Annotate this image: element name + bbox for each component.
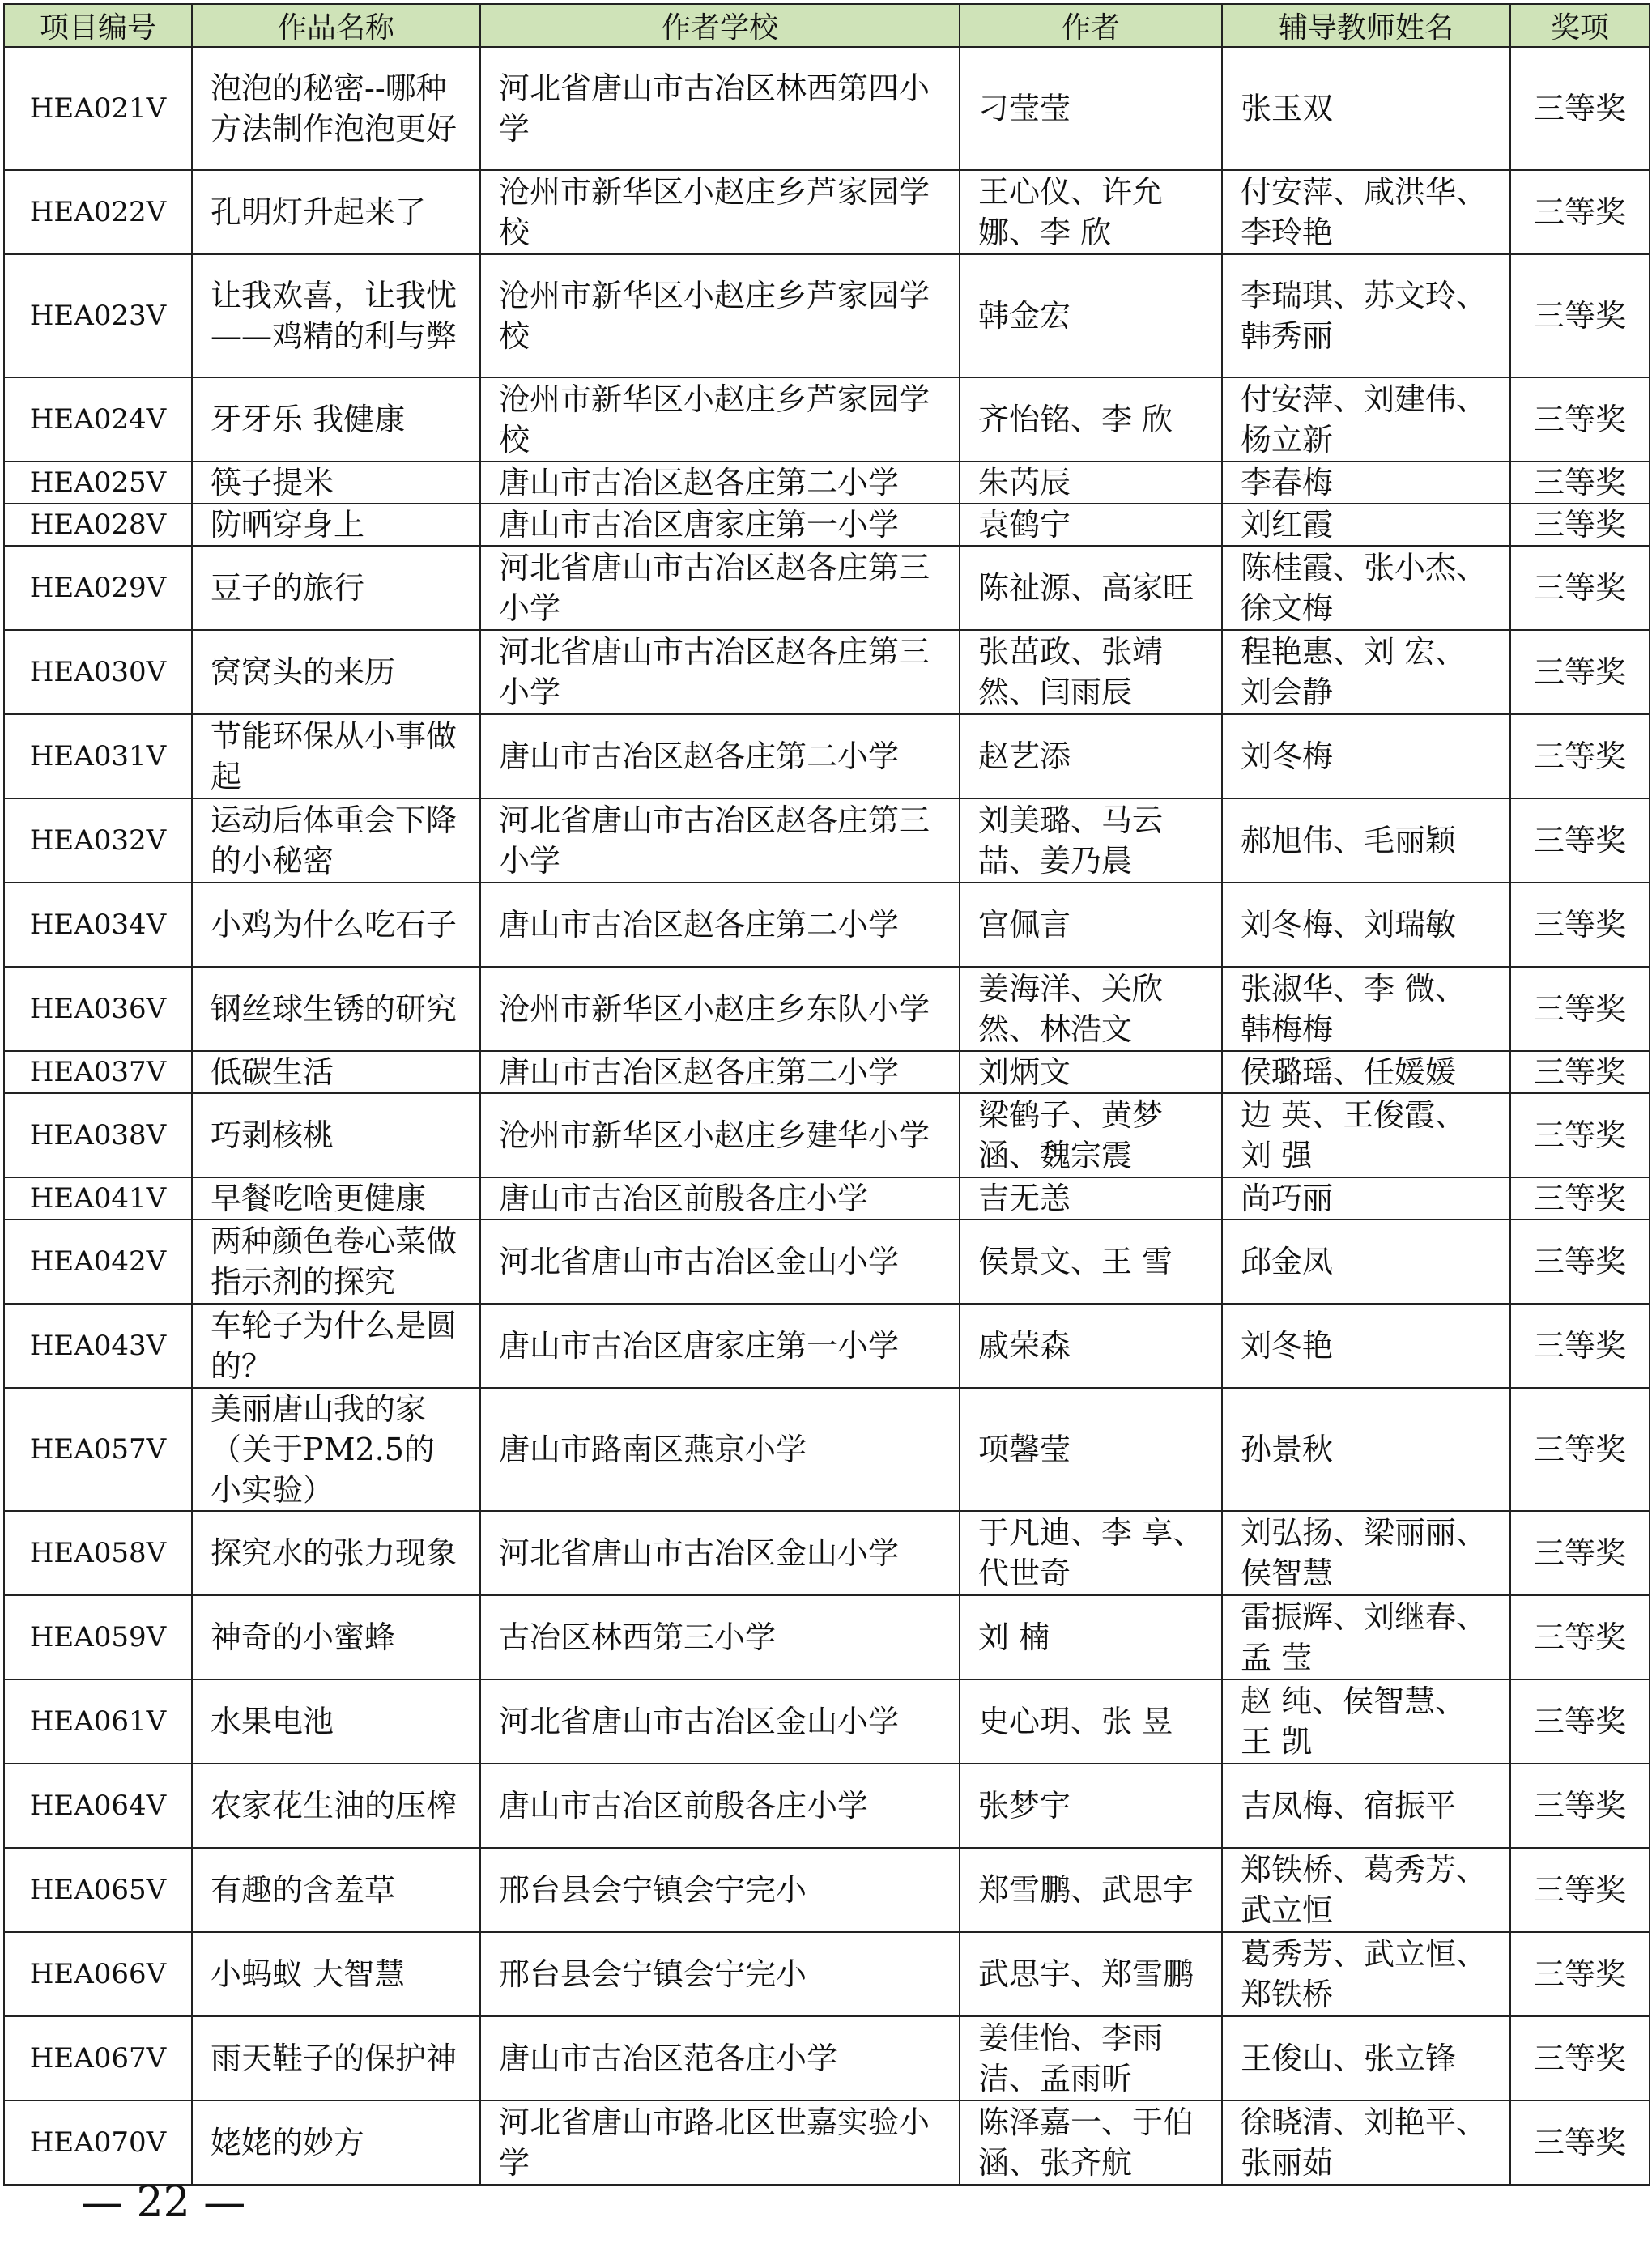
work-name-cell: 车轮子为什么是圆的？ (192, 1304, 480, 1388)
author-cell: 陈泽嘉一、于伯涵、张齐航 (960, 2100, 1222, 2185)
work-name-cell: 巧剥核桃 (192, 1093, 480, 1177)
author-cell: 戚荣森 (960, 1304, 1222, 1388)
award-cell: 三等奖 (1510, 1848, 1650, 1932)
table-row (4, 1051, 1650, 1093)
project-id-cell: HEA023V (4, 254, 192, 377)
table-row (4, 47, 1650, 170)
header-award: 奖项 (1510, 4, 1650, 47)
teacher-cell: 郑铁桥、葛秀芳、武立恒 (1222, 1848, 1510, 1932)
school-cell: 唐山市古冶区赵各庄第二小学 (480, 462, 960, 504)
table-row (4, 377, 1650, 462)
award-cell: 三等奖 (1510, 546, 1650, 630)
award-cell: 三等奖 (1510, 630, 1650, 714)
table-row (4, 546, 1650, 630)
teacher-cell: 刘弘扬、梁丽丽、侯智慧 (1222, 1511, 1510, 1595)
page-number: — 22 — (81, 2178, 246, 2227)
school-cell: 唐山市古冶区赵各庄第二小学 (480, 1051, 960, 1093)
author-cell: 张茁政、张靖然、闫雨辰 (960, 630, 1222, 714)
school-cell: 河北省唐山市古冶区赵各庄第三小学 (480, 798, 960, 883)
teacher-cell: 赵 纯、侯智慧、王 凯 (1222, 1679, 1510, 1764)
table-row (4, 967, 1650, 1051)
school-cell: 沧州市新华区小赵庄乡芦家园学校 (480, 254, 960, 377)
school-cell: 沧州市新华区小赵庄乡东队小学 (480, 967, 960, 1051)
award-cell: 三等奖 (1510, 1177, 1650, 1219)
teacher-cell: 徐晓清、刘艳平、张丽茹 (1222, 2100, 1510, 2185)
school-cell: 河北省唐山市路北区世嘉实验小学 (480, 2100, 960, 2185)
work-name-cell: 防晒穿身上 (192, 504, 480, 546)
school-cell: 唐山市古冶区前殷各庄小学 (480, 1177, 960, 1219)
school-cell: 河北省唐山市古冶区林西第四小学 (480, 47, 960, 170)
award-cell: 三等奖 (1510, 1595, 1650, 1679)
project-id-cell: HEA036V (4, 967, 192, 1051)
author-cell: 姜佳怡、李雨洁、孟雨昕 (960, 2016, 1222, 2100)
award-cell: 三等奖 (1510, 1304, 1650, 1388)
work-name-cell: 钢丝球生锈的研究 (192, 967, 480, 1051)
work-name-cell: 牙牙乐 我健康 (192, 377, 480, 462)
award-cell: 三等奖 (1510, 1219, 1650, 1304)
header-school: 作者学校 (480, 4, 960, 47)
award-cell: 三等奖 (1510, 1764, 1650, 1848)
header-project-id: 项目编号 (4, 4, 192, 47)
author-cell: 梁鹤子、黄梦涵、魏宗震 (960, 1093, 1222, 1177)
project-id-cell: HEA021V (4, 47, 192, 170)
teacher-cell: 王俊山、张立锋 (1222, 2016, 1510, 2100)
project-id-cell: HEA067V (4, 2016, 192, 2100)
teacher-cell: 刘冬艳 (1222, 1304, 1510, 1388)
author-cell: 宫佩言 (960, 883, 1222, 967)
table-row (4, 1511, 1650, 1595)
project-id-cell: HEA031V (4, 714, 192, 798)
header-work-name: 作品名称 (192, 4, 480, 47)
project-id-cell: HEA032V (4, 798, 192, 883)
author-cell: 姜海洋、关欣然、林浩文 (960, 967, 1222, 1051)
table-row (4, 1093, 1650, 1177)
school-cell: 河北省唐山市古冶区赵各庄第三小学 (480, 630, 960, 714)
school-cell: 唐山市古冶区前殷各庄小学 (480, 1764, 960, 1848)
project-id-cell: HEA061V (4, 1679, 192, 1764)
work-name-cell: 筷子提米 (192, 462, 480, 504)
award-cell: 三等奖 (1510, 1932, 1650, 2016)
teacher-cell: 程艳惠、刘 宏、刘会静 (1222, 630, 1510, 714)
author-cell: 刘 楠 (960, 1595, 1222, 1679)
project-id-cell: HEA034V (4, 883, 192, 967)
school-cell: 邢台县会宁镇会宁完小 (480, 1932, 960, 2016)
school-cell: 河北省唐山市古冶区金山小学 (480, 1679, 960, 1764)
award-cell: 三等奖 (1510, 1511, 1650, 1595)
work-name-cell: 小蚂蚁 大智慧 (192, 1932, 480, 2016)
teacher-cell: 吉凤梅、宿振平 (1222, 1764, 1510, 1848)
header-author: 作者 (960, 4, 1222, 47)
award-cell: 三等奖 (1510, 377, 1650, 462)
work-name-cell: 两种颜色卷心菜做指示剂的探究 (192, 1219, 480, 1304)
school-cell: 古冶区林西第三小学 (480, 1595, 960, 1679)
school-cell: 沧州市新华区小赵庄乡芦家园学校 (480, 377, 960, 462)
work-name-cell: 窝窝头的来历 (192, 630, 480, 714)
project-id-cell: HEA066V (4, 1932, 192, 2016)
author-cell: 刘美璐、马云喆、姜乃晨 (960, 798, 1222, 883)
author-cell: 刘炳文 (960, 1051, 1222, 1093)
project-id-cell: HEA042V (4, 1219, 192, 1304)
header-teacher: 辅导教师姓名 (1222, 4, 1510, 47)
teacher-cell: 葛秀芳、武立恒、郑铁桥 (1222, 1932, 1510, 2016)
table-row (4, 714, 1650, 798)
project-id-cell: HEA058V (4, 1511, 192, 1595)
project-id-cell: HEA065V (4, 1848, 192, 1932)
school-cell: 唐山市古冶区范各庄小学 (480, 2016, 960, 2100)
project-id-cell: HEA041V (4, 1177, 192, 1219)
teacher-cell: 刘红霞 (1222, 504, 1510, 546)
teacher-cell: 郝旭伟、毛丽颖 (1222, 798, 1510, 883)
award-cell: 三等奖 (1510, 1093, 1650, 1177)
author-cell: 陈祉源、高家旺 (960, 546, 1222, 630)
work-name-cell: 水果电池 (192, 1679, 480, 1764)
school-cell: 唐山市古冶区赵各庄第二小学 (480, 714, 960, 798)
table-row (4, 1764, 1650, 1848)
project-id-cell: HEA030V (4, 630, 192, 714)
author-cell: 于凡迪、李 享、代世奇 (960, 1511, 1222, 1595)
project-id-cell: HEA025V (4, 462, 192, 504)
award-cell: 三等奖 (1510, 1679, 1650, 1764)
work-name-cell: 神奇的小蜜蜂 (192, 1595, 480, 1679)
project-id-cell: HEA028V (4, 504, 192, 546)
work-name-cell: 泡泡的秘密--哪种方法制作泡泡更好 (192, 47, 480, 170)
table-row (4, 1388, 1650, 1511)
table-row (4, 1848, 1650, 1932)
award-cell: 三等奖 (1510, 2016, 1650, 2100)
table-row (4, 1177, 1650, 1219)
school-cell: 唐山市古冶区唐家庄第一小学 (480, 1304, 960, 1388)
work-name-cell: 豆子的旅行 (192, 546, 480, 630)
table-row (4, 1932, 1650, 2016)
school-cell: 河北省唐山市古冶区金山小学 (480, 1511, 960, 1595)
work-name-cell: 雨天鞋子的保护神 (192, 2016, 480, 2100)
work-name-cell: 美丽唐山我的家（关于PM2.5的小实验） (192, 1388, 480, 1511)
school-cell: 河北省唐山市古冶区赵各庄第三小学 (480, 546, 960, 630)
work-name-cell: 让我欢喜，让我忧——鸡精的利与弊 (192, 254, 480, 377)
table-row (4, 1679, 1650, 1764)
author-cell: 史心玥、张 昱 (960, 1679, 1222, 1764)
work-name-cell: 节能环保从小事做起 (192, 714, 480, 798)
project-id-cell: HEA070V (4, 2100, 192, 2185)
award-cell: 三等奖 (1510, 1388, 1650, 1511)
award-cell: 三等奖 (1510, 254, 1650, 377)
project-id-cell: HEA043V (4, 1304, 192, 1388)
table-row (4, 1595, 1650, 1679)
school-cell: 唐山市古冶区赵各庄第二小学 (480, 883, 960, 967)
author-cell: 张梦宇 (960, 1764, 1222, 1848)
author-cell: 项馨莹 (960, 1388, 1222, 1511)
project-id-cell: HEA029V (4, 546, 192, 630)
author-cell: 吉无恙 (960, 1177, 1222, 1219)
project-id-cell: HEA037V (4, 1051, 192, 1093)
teacher-cell: 刘冬梅 (1222, 714, 1510, 798)
teacher-cell: 边 英、王俊霞、刘 强 (1222, 1093, 1510, 1177)
work-name-cell: 农家花生油的压榨 (192, 1764, 480, 1848)
author-cell: 侯景文、王 雪 (960, 1219, 1222, 1304)
author-cell: 袁鹤宁 (960, 504, 1222, 546)
award-cell: 三等奖 (1510, 170, 1650, 254)
award-cell: 三等奖 (1510, 2100, 1650, 2185)
teacher-cell: 张玉双 (1222, 47, 1510, 170)
award-cell: 三等奖 (1510, 47, 1650, 170)
awards-table (3, 3, 1650, 2186)
work-name-cell: 探究水的张力现象 (192, 1511, 480, 1595)
teacher-cell: 侯璐瑶、任媛媛 (1222, 1051, 1510, 1093)
author-cell: 赵艺添 (960, 714, 1222, 798)
school-cell: 沧州市新华区小赵庄乡芦家园学校 (480, 170, 960, 254)
school-cell: 唐山市古冶区唐家庄第一小学 (480, 504, 960, 546)
teacher-cell: 邱金凤 (1222, 1219, 1510, 1304)
work-name-cell: 早餐吃啥更健康 (192, 1177, 480, 1219)
teacher-cell: 孙景秋 (1222, 1388, 1510, 1511)
author-cell: 郑雪鹏、武思宇 (960, 1848, 1222, 1932)
header-row (4, 4, 1650, 47)
table-row (4, 1304, 1650, 1388)
work-name-cell: 姥姥的妙方 (192, 2100, 480, 2185)
teacher-cell: 张淑华、李 微、韩梅梅 (1222, 967, 1510, 1051)
work-name-cell: 低碳生活 (192, 1051, 480, 1093)
author-cell: 朱芮辰 (960, 462, 1222, 504)
teacher-cell: 付安萍、刘建伟、杨立新 (1222, 377, 1510, 462)
project-id-cell: HEA064V (4, 1764, 192, 1848)
work-name-cell: 孔明灯升起来了 (192, 170, 480, 254)
project-id-cell: HEA038V (4, 1093, 192, 1177)
table-row (4, 1219, 1650, 1304)
table-row (4, 504, 1650, 546)
school-cell: 邢台县会宁镇会宁完小 (480, 1848, 960, 1932)
project-id-cell: HEA022V (4, 170, 192, 254)
school-cell: 河北省唐山市古冶区金山小学 (480, 1219, 960, 1304)
table-row (4, 2016, 1650, 2100)
school-cell: 唐山市路南区燕京小学 (480, 1388, 960, 1511)
teacher-cell: 李春梅 (1222, 462, 1510, 504)
teacher-cell: 李瑞琪、苏文玲、韩秀丽 (1222, 254, 1510, 377)
teacher-cell: 刘冬梅、刘瑞敏 (1222, 883, 1510, 967)
teacher-cell: 陈桂霞、张小杰、徐文梅 (1222, 546, 1510, 630)
table-row (4, 462, 1650, 504)
teacher-cell: 雷振辉、刘继春、孟 莹 (1222, 1595, 1510, 1679)
table-row (4, 170, 1650, 254)
author-cell: 刁莹莹 (960, 47, 1222, 170)
table-row (4, 883, 1650, 967)
school-cell: 沧州市新华区小赵庄乡建华小学 (480, 1093, 960, 1177)
teacher-cell: 尚巧丽 (1222, 1177, 1510, 1219)
teacher-cell: 付安萍、咸洪华、李玲艳 (1222, 170, 1510, 254)
work-name-cell: 运动后体重会下降的小秘密 (192, 798, 480, 883)
table-row (4, 798, 1650, 883)
table-row (4, 2100, 1650, 2185)
author-cell: 王心仪、许允娜、李 欣 (960, 170, 1222, 254)
work-name-cell: 小鸡为什么吃石子 (192, 883, 480, 967)
project-id-cell: HEA059V (4, 1595, 192, 1679)
award-cell: 三等奖 (1510, 798, 1650, 883)
table-row (4, 254, 1650, 377)
project-id-cell: HEA024V (4, 377, 192, 462)
author-cell: 韩金宏 (960, 254, 1222, 377)
work-name-cell: 有趣的含羞草 (192, 1848, 480, 1932)
author-cell: 齐怡铭、李 欣 (960, 377, 1222, 462)
award-cell: 三等奖 (1510, 504, 1650, 546)
author-cell: 武思宇、郑雪鹏 (960, 1932, 1222, 2016)
award-cell: 三等奖 (1510, 462, 1650, 504)
table-row (4, 630, 1650, 714)
award-cell: 三等奖 (1510, 714, 1650, 798)
award-cell: 三等奖 (1510, 883, 1650, 967)
award-cell: 三等奖 (1510, 967, 1650, 1051)
award-cell: 三等奖 (1510, 1051, 1650, 1093)
project-id-cell: HEA057V (4, 1388, 192, 1511)
